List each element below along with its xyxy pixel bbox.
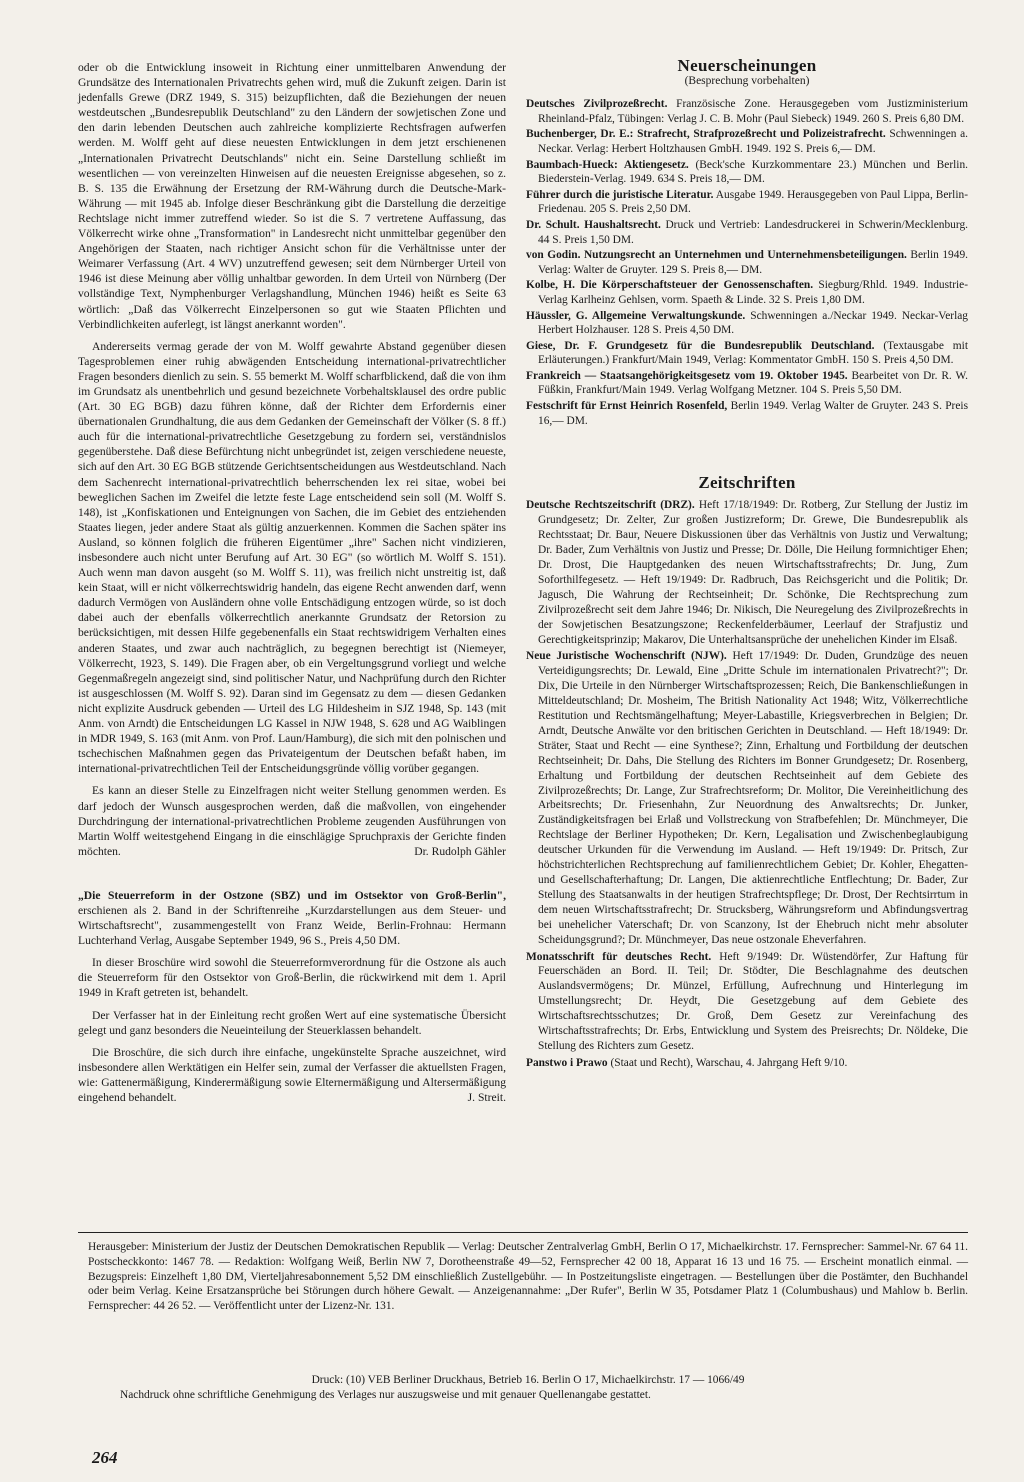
journal-title: Deutsche Rechtszeitschrift (DRZ).: [526, 499, 695, 512]
book-details: Druck und Vertrieb: Landesdruckerei in Schwerin/Mecklenburg. 44 S. Preis 1,50 DM.: [538, 218, 968, 246]
book-entry: [526, 188, 968, 217]
book-entry: [526, 127, 968, 156]
book-entry: [526, 369, 968, 398]
book-review-paragraph: In dieser Broschüre wird sowohl die Steuerreformverordnung für die Ostzone als auch die Steuerreform für den Ostsektor von Groß-Berlin, die rückwirkend mit dem 1. April 1949 in Kraft getreten ist, behandelt.: [78, 956, 506, 1000]
book-entry: [526, 218, 968, 247]
review-paragraph: oder ob die Entwicklung insoweit in Richtung einer unmittelbaren Anwendung der Grundsätze des Internationalen Privatrechts gehen wird, muß die Zukunft zeigen. Darin ist jedenfalls Grewe (DRZ 1949, S. 315) beizupflichten, daß die Beziehungen der neuen westdeutschen „Bundesrepublik Deutschland" zu den Ländern der sowjetischen Zone und den darin lebenden Deutschen auch zahlreiche komplizierte Rechtsfragen aufwerfen werden. M. Wolff geht auf diese neuesten Entwicklungen in dem jetzt erschienenen „Internationalen Privatrecht Deutschlands" nicht ein. Seine Darstellung schließt im wesentlichen — von vereinzelten Hinweisen auf die neuesten Ereignisse abgesehen, so z. B. S. 135 die Erwähnung der Ersetzung der RM-Währung durch die Deutsche-Mark-Währung — mit 1945 ab. Infolge dieser Beschränkung gibt die Darstellung die derzeitige Rechtslage nicht immer zutreffend wieder. So ist die S. 7 vertretene Auffassung, das Völkerrecht wirke ohne „Transformation" in Landesrecht nicht unmittelbar gegenüber den Angehörigen der Staaten, nach richtiger Ansicht schon für die Verhältnisse unter der Weimarer Verfassung (Art. 4 WV) unzutreffend gewesen; seit dem Nürnberger Urteil von 1946 ist diese Meinung aber völlig unhaltbar geworden. In dem Urteil von Nürnberg (Der vollständige Text, Nymphenburger Verlagshandlung, München 1946) heißt es Seite 63 wörtlich: „Daß das Völkerrecht Einzelpersonen so gut wie Staaten Pflichten und Verbindlichkeiten auferlegt, ist längst anerkannt worden".: [78, 61, 506, 331]
section-subtitle: (Besprechung vorbehalten): [684, 75, 810, 88]
journal-entry: [526, 649, 968, 947]
section-title-zeitschriften: Zeitschriften: [698, 473, 796, 493]
book-review-paragraph: Der Verfasser hat in der Einleitung recht großen Wert auf eine systematische Übersicht gelegt und ganz besonders die Neueinteilung der Steuerklassen behandelt.: [78, 1008, 506, 1037]
book-details: (Beck'sche Kurzkommentare 23.) München und Berlin. Biederstein-Verlag. 1949. 634 S. Preis 18,— DM.: [538, 158, 968, 186]
book-title: Baumbach-Hueck: Aktiengesetz.: [526, 158, 689, 171]
review-paragraph: [78, 783, 506, 858]
journal-title: Panstwo i Prawo: [526, 1056, 608, 1069]
book-title: Dr. Schult. Haushaltsrecht.: [526, 218, 661, 231]
book-title: Frankreich — Staatsangehörigkeitsgesetz vom 19. Oktober 1945.: [526, 369, 848, 382]
book-title: Kolbe, H. Die Körperschaftsteuer der Genossenschaften.: [526, 279, 814, 292]
book-title: Deutsches Zivilprozeßrecht.: [526, 98, 668, 111]
book-entry: [526, 399, 968, 428]
book-details: Französische Zone. Herausgegeben vom Justizministerium Rheinland-Pfalz, Tübingen: Verlag J. C. B. Mohr (Paul Siebeck) 1949. 260 S. Preis 6,80 DM.: [538, 98, 968, 125]
book-title: Giese, Dr. F. Grundgesetz für die Bundesrepublik Deutschland.: [526, 339, 875, 352]
section-title-neuerscheinungen: Neuerscheinungen: [677, 56, 817, 75]
signature-streit: J. Streit.: [467, 1091, 506, 1104]
book-entry: [526, 278, 968, 307]
footer-divider: [78, 1232, 968, 1233]
book-entry: [526, 248, 968, 277]
journal-entry: [526, 498, 968, 647]
book-details: Berlin 1949. Verlag: Walter de Gruyter. 129 S. Preis 8,— DM.: [538, 249, 968, 276]
spacer: [526, 429, 968, 475]
journal-contents: Heft 9/1949: Dr. Wüstendörfer, Zur Haftung für Feuerschäden an Bord. II. Teil; Dr. Stödter, Die Beschlagnahme des deutschen Auslandsvermögens; Dr. Münzel, Erfüllung, Aufrechnung und Hinterlegung im Umstellungsrecht; Dr. Heydt, Die Gesetzgebung auf dem Gebiete des Wirtschaftsrechtsschutzes; Dr. Groß, Dem Gesetz zur Vereinfachung des Wirtschaftsstrafrechts; Dr. Erbs, Entwicklung und System des Preisrechts; Dr. Nöldeke, Die Stellung des Richters zum Gesetz.: [538, 950, 969, 1052]
printer-line: Druck: (10) VEB Berliner Druckhaus, Betrieb 16. Berlin O 17, Michaelkirchstr. 17 — 1066/49: [311, 1374, 745, 1386]
journal-contents: (Staat und Recht), Warschau, 4. Jahrgang Heft 9/10.: [607, 1056, 848, 1069]
signature-gaehler: Dr. Rudolph Gähler: [414, 844, 506, 858]
book-details: Schwenningen a. Neckar. Verlag: Herbert Holtzhausen GmbH. 1949. 192 S. Preis 6,— DM.: [538, 128, 969, 155]
book-details: Berlin 1949. Verlag Walter de Gruyter. 243 S. Preis 16,— DM.: [538, 400, 969, 427]
book-review-intro: erschienen als 2. Band in der Schriftenreihe „Kurzdarstellungen aus dem Steuer- und Wirtschaftsrecht", zusammengestellt von Franz Weide, Berlin-Frohnau: Hermann Luchterhand Verlag, Ausgabe September 1949, 96 S., Preis 4,50 DM.: [78, 903, 506, 948]
book-details: Siegburg/Rhld. 1949. Industrie-Verlag Karlheinz Gehlsen, vorm. Spaeth & Linde. 32 S. Preis 1,80 DM.: [538, 279, 968, 306]
book-details: Schwenningen a./Neckar 1949. Neckar-Verlag Herbert Holzhauser. 128 S. Preis 4,50 DM.: [538, 309, 968, 337]
book-entry: [526, 309, 968, 338]
left-column: [78, 60, 506, 1112]
book-entry: [526, 158, 968, 187]
page-number: 264: [92, 1448, 118, 1467]
book-details: (Textausgabe mit Erläuterungen.) Frankfurt/Main 1949, Verlag: Kommentator GmbH. 150 S. Preis 4,50 DM.: [538, 339, 968, 367]
book-review-header: [78, 888, 506, 948]
book-entry: [526, 339, 968, 368]
book-details: Bearbeitet von Dr. R. W. Füßkin, Frankfurt/Main 1949. Verlag Wolfgang Metzner. 104 S. Preis 5,50 DM.: [538, 369, 968, 397]
reproduction-note: Nachdruck ohne schriftliche Genehmigung des Verlages nur auszugsweise und mit genauer Quellenangabe gestattet.: [120, 1389, 651, 1401]
review-paragraph: Andererseits vermag gerade der von M. Wolff gewahrte Abstand gegenüber diesen Tagesproblemen einer ruhig abwägenden Entscheidung international-privatrechtlicher Fragen besonders dienlich zu sein. S. 55 bemerkt M. Wolff scharfblickend, daß die von ihm im Grundsatz als unentbehrlich und gesund bezeichnete Vorbehaltsklausel des ordre public (Art. 30 EG BGB) dazu führen könne, daß der Richter dem Erfordernis einer übernationalen Grundhaltung, die aus dem Gedanken der Gemeinschaft der Völker (S. 8 ff.) auch für die international-privatrechtliche Gesetzgebung zu fordern sei, verständnislos gegenüberstehe. Daß diese Befürchtung nicht unbegründet ist, zeigen verschiedene neueste, sich auf den Art. 30 EG BGB stützende Gerichtsentscheidungen aus Westdeutschland. Nach dem Sachenrecht international-privatrechtlich beherrschenden lex rei sitae, wobei bei beweglichen Sachen im Zweifel die letzte feste Lage entscheidend sein soll (M. Wolff S. 148), ist „Konfiskationen und Enteignungen von Sachen, die im Gebiet des entziehenden Staates liegen, jeder andere Staat als gültig anzuerkennen. Kommen die Sachen später ins Ausland, so können folglich die früheren Eigentümer „ihre" Sachen nicht vindizieren, insbesondere auch nicht unter Berufung auf Art. 30 EG" (so wörtlich M. Wolff S. 151). Auch wenn man davon ausgeht (so M. Wolff S. 11), was freilich nicht unstreitig ist, daß kein Staat, will er nicht völkerrechtswidrig handeln, das eigene Recht anwenden darf, wenn dadurch Vermögen von Ausländern ohne volle Entschädigung entzogen würde, so ist doch dabei auch der ebenfalls völkerrechtlich anerkannte Grundsatz der Retorsion zu berücksichtigen, mit dessen Hilfe gegebenenfalls ein Staat rechtswidrigem Verhalten eines anderen Staates, und zwar auch nachträglich, zu begegnen berechtigt ist (Niemeyer, Völkerrecht, 1923, S. 149). Die Fragen aber, ob ein Vergeltungsgrund vorliegt und welche Gegenmaßregeln angezeigt sind, sind politischer Natur, und Nachprüfung durch den Richter ist ausgeschlossen (M. Wolff S. 92). Daran sind im Gegensatz zu dem — diesen Gedanken nicht explizite Ausdruck gebenden — Urteil des LG Hildesheim in SJZ 1948, Sp. 143 (mit Anm. von Arndt) die Entscheidungen LG Kassel in NJW 1948, S. 628 und AG Waiblingen in MDR 1949, S. 163 (mit Anm. von Prof. Laun/Hamburg), die sich mit den polnischen und tschechischen Maßnahmen gegen das Privateigentum der Deutschen befaßt haben, im international-privatrechtlichen Teil der Entscheidungsgründe völlig vorüber gegangen.: [78, 339, 506, 776]
book-title: von Godin. Nutzungsrecht an Unternehmen und Unternehmensbeteiligungen.: [526, 249, 907, 262]
journal-contents: Heft 17/18/1949: Dr. Rotberg, Zur Stellung der Justiz im Grundgesetz; Dr. Zelter, Zur großen Justizreform; Dr. Grewe, Die Bundesrepublik als Rechtsstaat; Dr. Baur, Neuere Diskussionen über das Verhältnis von Justiz und Verwaltung; Dr. Bader, Zum Verhältnis von Justiz und Presse; Dr. Dölle, Die Heilung formnichtiger Ehen; Dr. Drost, Die Hauptgedanken des neuen Wirtschaftsstrafrechts; Dr. Jung, Zum Soforthilfegesetz. — Heft 19/1949: Dr. Radbruch, Das Reichsgericht und die Politik; Dr. Jagusch, Die Wahrung der Rechtseinheit; Dr. Schönke, Die Rechtsprechung zum Zivilprozeßrecht seit dem Jahre 1946; Dr. Nikisch, Die Neuregelung des Zivilprozeßrechts in der Sowjetischen Besatzungszone; Reckenfelderbäumer, Leerlauf der Strafjustiz und Gerechtigkeitsprinzip; Makarov, Die Unterhaltsansprüche der unehelichen Kinder im Elsaß.: [538, 499, 968, 646]
book-review-paragraph-text: Die Broschüre, die sich durch ihre einfache, ungekünstelte Sprache auszeichnet, wird insbesondere allen Werktätigen ein Helfer sein, zumal der Verfasser die aktuellsten Fragen, wie: Gattenermäßigung, Kinderermäßigung sowie Elternermäßigung und Altersermäßigung eingehend behandelt.: [78, 1045, 506, 1104]
right-column: [526, 58, 968, 1073]
book-details: Ausgabe 1949. Herausgegeben von Paul Lippa, Berlin-Friedenau. 205 S. Preis 2,50 DM.: [538, 188, 968, 216]
journal-entry: [526, 1056, 968, 1071]
book-title: Festschrift für Ernst Heinrich Rosenfeld,: [526, 400, 728, 413]
review-paragraph-text: Es kann an dieser Stelle zu Einzelfragen nicht weiter Stellung genommen werden. Es darf jedoch der Wunsch ausgesprochen werden, daß die maßvollen, von eingehender Durchdringung der international-privatrechtlichen Probleme zeugenden Ausführungen von Martin Wolff weitestgehend Eingang in die einschlägige Spruchpraxis der Gerichte finden möchten.: [78, 784, 506, 858]
book-title: Häussler, G. Allgemeine Verwaltungskunde.: [526, 309, 746, 322]
spacer: [78, 866, 506, 888]
journal-title: Neue Juristische Wochenschrift (NJW).: [526, 650, 727, 663]
journal-title: Monatsschrift für deutsches Recht.: [526, 950, 712, 963]
book-title: Führer durch die juristische Literatur.: [526, 188, 714, 201]
journal-contents: Heft 17/1949: Dr. Duden, Grundzüge des neuen Verteidigungsrechts; Dr. Lewald, Eine „Dritte Schule im internationalen Privatrecht?"; Dr. Dix, Die Urteile in den Nürnberger Wirtschaftsprozessen; Reich, Die Bankenschließungen in Mitteldeutschland; Dr. Mosheim, The British Nationality Act 1948; Witz, Völkerrechtliche Restitution und Rechtsmängelhaftung; Meyer-Labastille, Kriegsverbrechen in Belgien; Dr. Arndt, Deutsche Anwälte vor den britischen Gerichten in Deutschland. — Heft 18/1949: Dr. Sträter, Staat und Recht — eine Synthese?; Zinn, Erhaltung und Fortbildung der deutschen Rechtseinheit; Dr. Dahs, Die Stellung des Richters im Bonner Grundgesetz; Dr. Rosenberg, Erhaltung und Fortbildung der deutschen Rechtseinheit auf dem Gebiete des Zivilprozeßrechts; Dr. Lange, Zur Strafrechtsreform; Dr. Molitor, Die Vereinheitlichung des Arbeitsrechts; Dr. Friesenhahn, Zur Neuordnung des Anwaltsrechts; Dr. Junker, Zuständigkeitsfragen bei Erlaß und Vollstreckung von Strafbefehlen; Dr. Münchmeyer, Die Rechtslage der Berliner Hypotheken; Dr. Kern, Legalisation und Zwischenbeglaubigung deutscher Urkunden für die Verwendung im Ausland. — Heft 19/1949: Dr. Pritsch, Zur höchstrichterlichen Rechtsprechung auf familienrechtlichem Gebiet; Dr. Kohler, Ehegatten- und Gesellschafterhaftung; Dr. Langen, Die aktienrechtliche Entflechtung; Dr. Bader, Zur Stellung des Staatsanwalts in der heutigen Strafrechtspflege; Dr. Drost, Der Rechtsirrtum in dem neuen Wirtschaftsstrafrecht; Dr. Strucksberg, Währungsreform und Abfindungsvertrag bei unehelicher Vaterschaft; Dr. von Scanzony, Ist der Ehebruch nicht mehr absoluter Scheidungsgrund?; Dr. Münchmeyer, Das neue ostzonale Eheverfahren.: [538, 650, 968, 946]
imprint: [88, 1240, 968, 1314]
book-title: Buchenberger, Dr. E.: Strafrecht, Strafprozeßrecht und Polizeistrafrecht.: [526, 128, 886, 141]
imprint-text: Herausgeber: Ministerium der Justiz der Deutschen Demokratischen Republik — Verlag: Deutscher Zentralverlag GmbH, Berlin O 17, Michaelkirchstr. 17. Fernsprecher: Sammel-Nr. 67 64 11. Postscheckkonto: 1467 78. — Redaktion: Wolfgang Weiß, Berlin NW 7, Dorotheenstraße 49—52, Fernsprecher 42 00 18, Apparat 16 13 und 16 75. — Erscheint monatlich einmal. — Bezugspreis: Einzelheft 1,80 DM, Vierteljahresabonnement 5,52 DM einschließlich Zustellgebühr. — In Postzeitungsliste eingetragen. — Bestellungen über die Postämter, den Buchhandel oder beim Verlag. Keine Ersatzansprüche bei Störungen durch höhere Gewalt. — Anzeigenannahme: „Der Rufer", Berlin W 35, Potsdamer Platz 1 (Columbushaus) und Mahlow b. Berlin. Fernsprecher: 44 26 52. — Veröffentlicht unter der Lizenz-Nr. 131.: [88, 1241, 968, 1313]
book-review-title: „Die Steuerreform in der Ostzone (SBZ) und im Ostsektor von Groß-Berlin",: [78, 888, 506, 902]
book-entry: [526, 97, 968, 126]
journal-entry: [526, 950, 968, 1054]
book-review-paragraph: [78, 1045, 506, 1105]
